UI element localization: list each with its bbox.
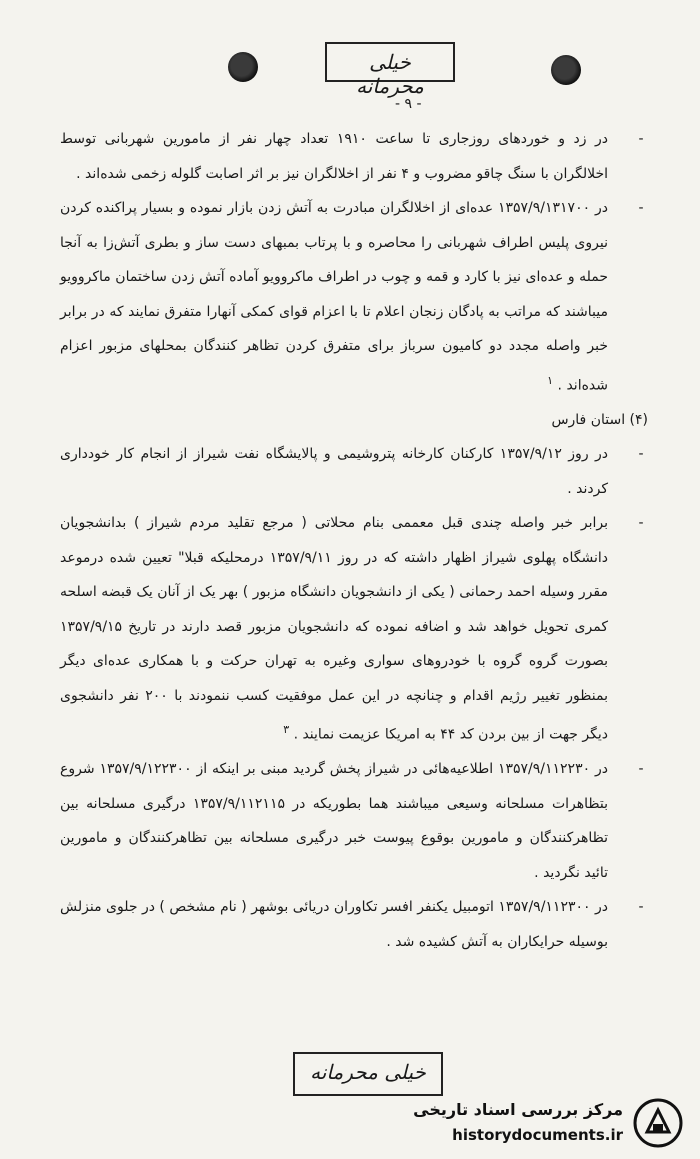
list-item: [60, 890, 644, 959]
bullet-dash: -: [638, 515, 644, 532]
page-number: - ۹ -: [395, 96, 422, 112]
classification-stamp-bottom: خیلی محرمانه: [293, 1052, 443, 1096]
paragraph-text: در روز ۱۳۵۷/۹/۱۲ کارکنان کارخانه پتروشیمی و پالایشگاه نفت شیراز از انجام کار خودداری کردند .: [60, 446, 608, 497]
paragraph-text: در ۱۳۵۷/۹/۱۱۲۳۰۰ اتومبیل یکنفر افسر تکاوران دریائی بوشهر ( نام مشخص ) در جلوی منزلش بوسیله حرایکاران به آتش کشیده شد .: [60, 899, 608, 950]
paragraph-text: برابر خبر واصله چندی قبل معممی بنام محلاتی ( مرجع تقلید مردم شیراز ) بدانشجویان دانشگاه پهلوی شیراز اظهار داشته که در روز ۱۳۵۷/۹/۱۱ درمحلیکه قبلا" تعیین شده درموعد مقرر وسیله احمد رحمانی ( یکی از دانشجویان دانشگاه مزبور ) بهر یک از آنان یک قبضه اسلحه کمری تحویل خواهد شد و اضافه نموده که دانشجویان مزبور قصد دارند در تاریخ ۱۳۵۷/۹/۱۵ بصورت گروه گروه با خودروهای سواری وغیره به تهران حرکت و با همکاری عده‌ای دیگر بمنظور تغییر رژیم اقدام و چنانچه در این عمل موفقیت کسب ننمودند با ۲۰۰ نفر دانشجوی دیگر جهت از بین بردن کد ۴۴ به امریکا عزیمت نمایند . $^۳$: [60, 515, 608, 743]
punch-hole-right: [551, 55, 581, 85]
bullet-dash: -: [638, 200, 644, 216]
footnote-mark: ۳: [283, 723, 290, 737]
bullet-dash: -: [638, 446, 644, 463]
section-heading: (۴) استان فارس: [551, 411, 648, 428]
paragraph-text: در ۱۳۵۷/۹/۱۳۱۷۰۰ عده‌ای از اخلالگران مبادرت به آتش زدن بازار نموده و بسیار پراکنده کردن نیروی پلیس اطراف شهربانی را محاصره و با پرتاب بمبهای دست ساز و بطری آتش‌زا به آنجا حمله و عده‌ای نیز با کارد و قمه و چوب در اطراف ماکروویو آماده آتش زدن ساختمان ماکروویو میباشند که مراتب به پادگان زنجان اعلام تا با اعزام قوای کمکی آنهارا متفرق نمایند که در برابر خبر واصله مجدد دو کامیون سرباز برای متفرق کردن تظاهر کنندگان بمحلهای مزبور اعزام شده‌اند . $^۱$: [60, 200, 608, 394]
paragraph-text: در ۱۳۵۷/۹/۱۱۲۲۳۰ اطلاعیه‌هائی در شیراز پخش گردید مبنی بر اینکه از ۱۳۵۷/۹/۱۲۲۳۰۰ شروع بتظاهرات مسلحانه وسیعی میباشند هما بطوریکه در ۱۳۵۷/۹/۱۱۲۱۱۵ درگیری مسلحانه بین تظاهرکنندگان و مامورین بوقوع پیوست خبر درگیری مسلحانه بین تظاهرکنندگان و مامورین تائید نگردید .: [60, 761, 608, 881]
archive-website: historydocuments.ir: [452, 1126, 623, 1144]
punch-hole-left: [228, 52, 258, 82]
archive-name: مرکز بررسی اسناد تاریخی: [413, 1100, 623, 1119]
footnote-mark: ۱: [547, 373, 554, 387]
list-item: [60, 437, 644, 506]
bullet-dash: -: [638, 761, 644, 778]
document-body: [60, 122, 648, 959]
classification-stamp-top: خیلی محرمانه: [325, 42, 455, 82]
archive-emblem-icon: [633, 1098, 683, 1148]
list-item: [60, 122, 644, 191]
archive-logo: [405, 1092, 695, 1154]
bullet-dash: -: [638, 131, 644, 147]
list-item: [60, 752, 644, 890]
list-item: [60, 506, 644, 752]
bullet-dash: -: [638, 899, 644, 916]
list-item: [60, 191, 644, 403]
paragraph-text: در زد و خوردهای روزجاری تا ساعت ۱۹۱۰ تعداد چهار نفر از مامورین شهربانی توسط اخلالگران با سنگ چاقو مضروب و ۴ نفر از اخلالگران نیز بر اثر اصابت گلوله زخمی شده‌اند .: [60, 131, 608, 182]
